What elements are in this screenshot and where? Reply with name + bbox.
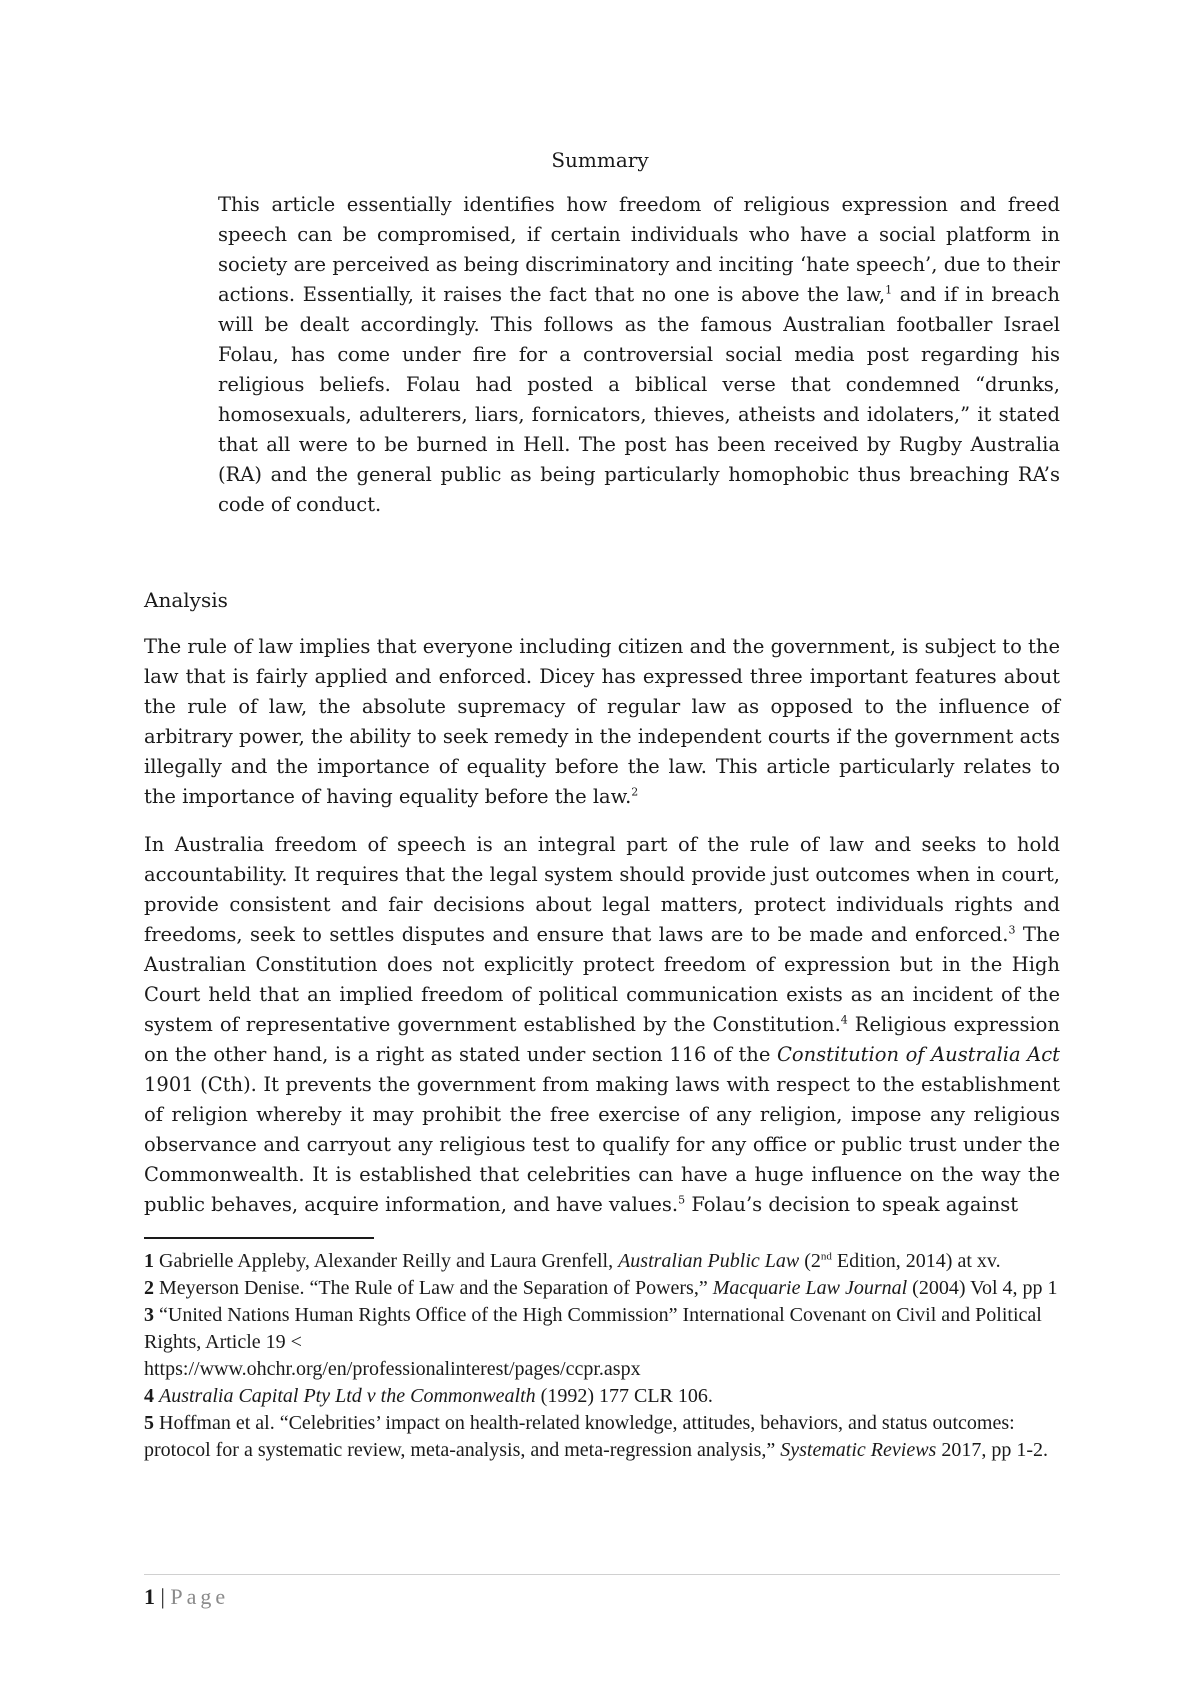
summary-text-2: and if in breach will be dealt accordingly. This follows as the famous Australian footballer Israel Folau, has come under fire for a controversial social media post regarding his religious beliefs. Folau had posted a biblical verse that condemned “drunks, homosexuals, adulterers, liars, fornicators, thieves, atheists and idolaters,” it stated that all were to be burned in Hell. The post has been received by Rugby Australia (RA) and the general public as being particularly homophobic thus breaching RA’s code of conduct.: [218, 283, 1060, 516]
footer-separator: |: [160, 1584, 165, 1609]
footnote-ref-4[interactable]: 4: [840, 1013, 848, 1027]
footnote-ref-5[interactable]: 5: [678, 1193, 686, 1207]
footnote-italic: Systematic Reviews: [780, 1439, 937, 1461]
summary-text-1: This article essentially identifies how freedom of religious expression and freed speech can be compromised, if certain individuals who have a social platform in society are perceived as being discriminatory and inciting ‘hate speech’, due to their actions. Essentially, it raises the fact that no one is above the law,: [218, 193, 1060, 306]
footnote-3: [144, 1302, 1060, 1383]
summary-heading: Summary: [551, 148, 649, 172]
footnote-text: “United Nations Human Rights Office of the High Commission” International Covenant on Civil and Political Rights, Article 19 <: [144, 1304, 1042, 1353]
footnote-number: 5: [144, 1412, 154, 1434]
act-title: Constitution of Australia Act: [776, 1043, 1060, 1066]
analysis-p2-text-4: 1901 (Cth). It prevents the government from making laws with respect to the establishment of religion whereby it may prohibit the free exercise of any religion, impose any religious observance and carryout any religious test to qualify for any office or public trust under the Commonwealth. It is established that celebrities can have a huge influence on the way the public behaves, acquire information, and have values.: [144, 1073, 1060, 1216]
footnote-italic: Australian Public Law: [618, 1250, 800, 1272]
summary-paragraph: [218, 190, 1060, 520]
footnote-ordinal: nd: [820, 1250, 832, 1263]
footnote-italic: Macquarie Law Journal: [712, 1277, 908, 1299]
analysis-p2-text-2: The Australian Constitution does not explicitly protect freedom of expression but in the High Court held that an implied freedom of political communication exists as an incident of the system of representative government established by the Constitution.: [144, 923, 1060, 1036]
page-number: 1: [144, 1584, 155, 1609]
footnote-5: [144, 1410, 1060, 1464]
footer-divider: [144, 1574, 1060, 1575]
footnote-text: (2: [799, 1250, 821, 1272]
footnote-number: 3: [144, 1304, 154, 1326]
footnote-ref-1[interactable]: 1: [885, 283, 893, 297]
footnote-text: Meyerson Denise. “The Rule of Law and the Separation of Powers,”: [154, 1277, 713, 1299]
footnote-ref-3[interactable]: 3: [1008, 923, 1016, 937]
footnote-number: 4: [144, 1385, 154, 1407]
footnote-text: 2017, pp 1-2.: [936, 1439, 1048, 1461]
footnote-text: Gabrielle Appleby, Alexander Reilly and Laura Grenfell,: [154, 1250, 619, 1272]
footnote-text: (1992) 177 CLR 106.: [535, 1385, 713, 1407]
footnotes: [144, 1248, 1060, 1464]
analysis-paragraph-1: [144, 632, 1060, 812]
footnote-2: [144, 1275, 1060, 1302]
footnote-text: Hoffman et al. “Celebrities’ impact on health-related knowledge, attitudes, behaviors, and status outcomes: protocol for a systematic review, meta-analysis, and meta-regression analysis,”: [144, 1412, 1015, 1461]
footnote-1: [144, 1248, 1060, 1275]
analysis-heading: Analysis: [144, 588, 228, 612]
footnote-text: (2004) Vol 4, pp 1: [907, 1277, 1058, 1299]
footnote-text: Edition, 2014) at xv.: [831, 1250, 1001, 1272]
analysis-p2-text-1: In Australia freedom of speech is an integral part of the rule of law and seeks to hold accountability. It requires that the legal system should provide just outcomes when in court, provide consistent and fair decisions about legal matters, protect individuals rights and freedoms, seek to settles disputes and ensure that laws are to be made and enforced.: [144, 833, 1060, 946]
analysis-paragraph-2: [144, 830, 1060, 1220]
page-footer: [144, 1582, 229, 1612]
page-label: Page: [170, 1584, 230, 1609]
analysis-p2-text-3: Religious expression on the other hand, is a right as stated under section 116 of the: [144, 1013, 1060, 1066]
footnote-ref-2[interactable]: 2: [631, 785, 639, 799]
footnote-number: 1: [144, 1250, 154, 1272]
footnote-url-link[interactable]: https://www.ohchr.org/en/professionalinterest/pages/ccpr.aspx: [144, 1358, 641, 1380]
footnote-4: [144, 1383, 1060, 1410]
footnote-number: 2: [144, 1277, 154, 1299]
analysis-p2-text-5: Folau’s decision to speak against: [685, 1193, 1019, 1216]
footnote-separator: [144, 1237, 374, 1239]
footnote-italic: Australia Capital Pty Ltd v the Commonwealth: [159, 1385, 536, 1407]
analysis-p1-text: The rule of law implies that everyone including citizen and the government, is subject to the law that is fairly applied and enforced. Dicey has expressed three important features about the rule of law, the absolute supremacy of regular law as opposed to the influence of arbitrary power, the ability to seek remedy in the independent courts if the government acts illegally and the importance of equality before the law. This article particularly relates to the importance of having equality before the law.: [144, 635, 1060, 808]
